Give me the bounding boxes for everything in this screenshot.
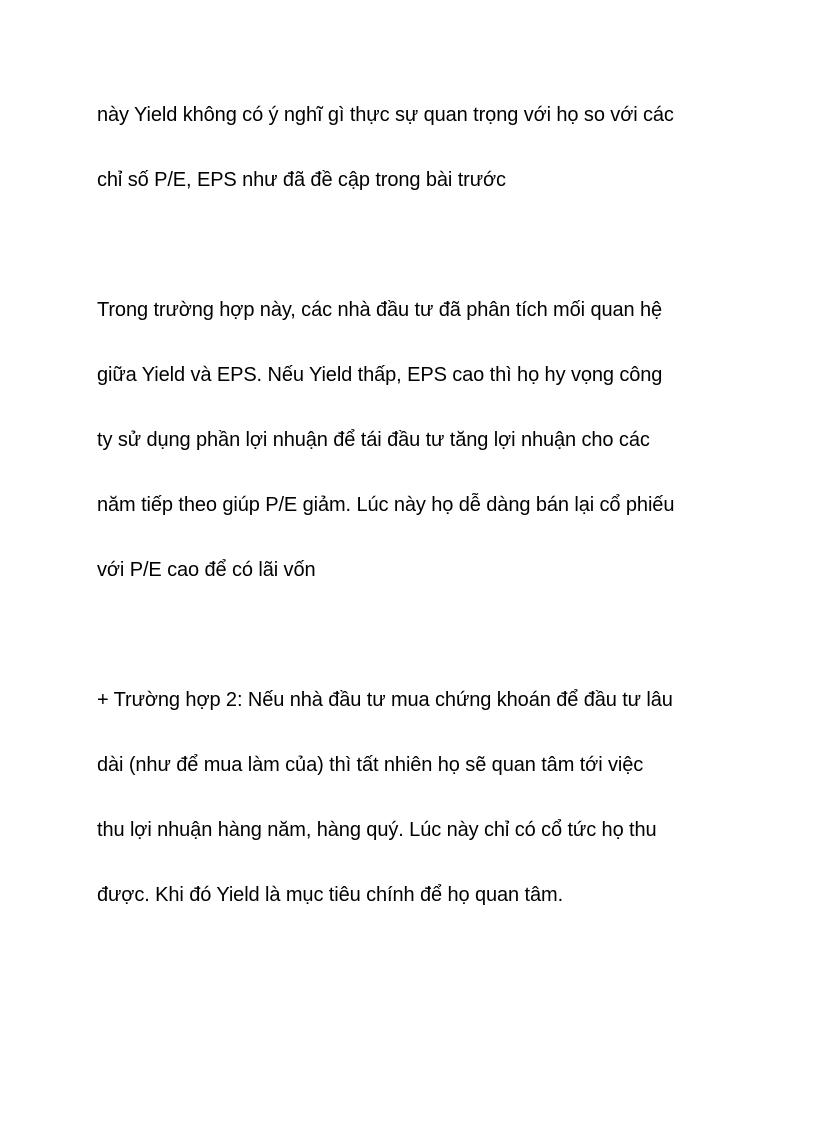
text-line: giữa Yield và EPS. Nếu Yield thấp, EPS cao thì họ hy vọng công <box>97 364 663 386</box>
text-line: ty sử dụng phần lợi nhuận để tái đầu tư tăng lợi nhuận cho các <box>97 429 650 451</box>
text-line: chỉ số P/E, EPS như đã đề cập trong bài trước <box>97 169 506 191</box>
text-line: với P/E cao để có lãi vốn <box>97 559 316 581</box>
text-line: được. Khi đó Yield là mục tiêu chính để họ quan tâm. <box>97 884 564 906</box>
text-line: + Trường hợp 2: Nếu nhà đầu tư mua chứng khoán để đầu tư lâu <box>97 689 673 711</box>
text-line: thu lợi nhuận hàng năm, hàng quý. Lúc này chỉ có cổ tức họ thu <box>97 819 657 841</box>
text-line: này Yield không có ý nghĩ gì thực sự quan trọng với họ so với các <box>97 104 674 126</box>
text-line: dài (như để mua làm của) thì tất nhiên họ sẽ quan tâm tới việc <box>97 754 644 776</box>
text-line: năm tiếp theo giúp P/E giảm. Lúc này họ dễ dàng bán lại cổ phiếu <box>97 494 675 516</box>
text-line: Trong trường hợp này, các nhà đầu tư đã phân tích mối quan hệ <box>97 299 663 321</box>
